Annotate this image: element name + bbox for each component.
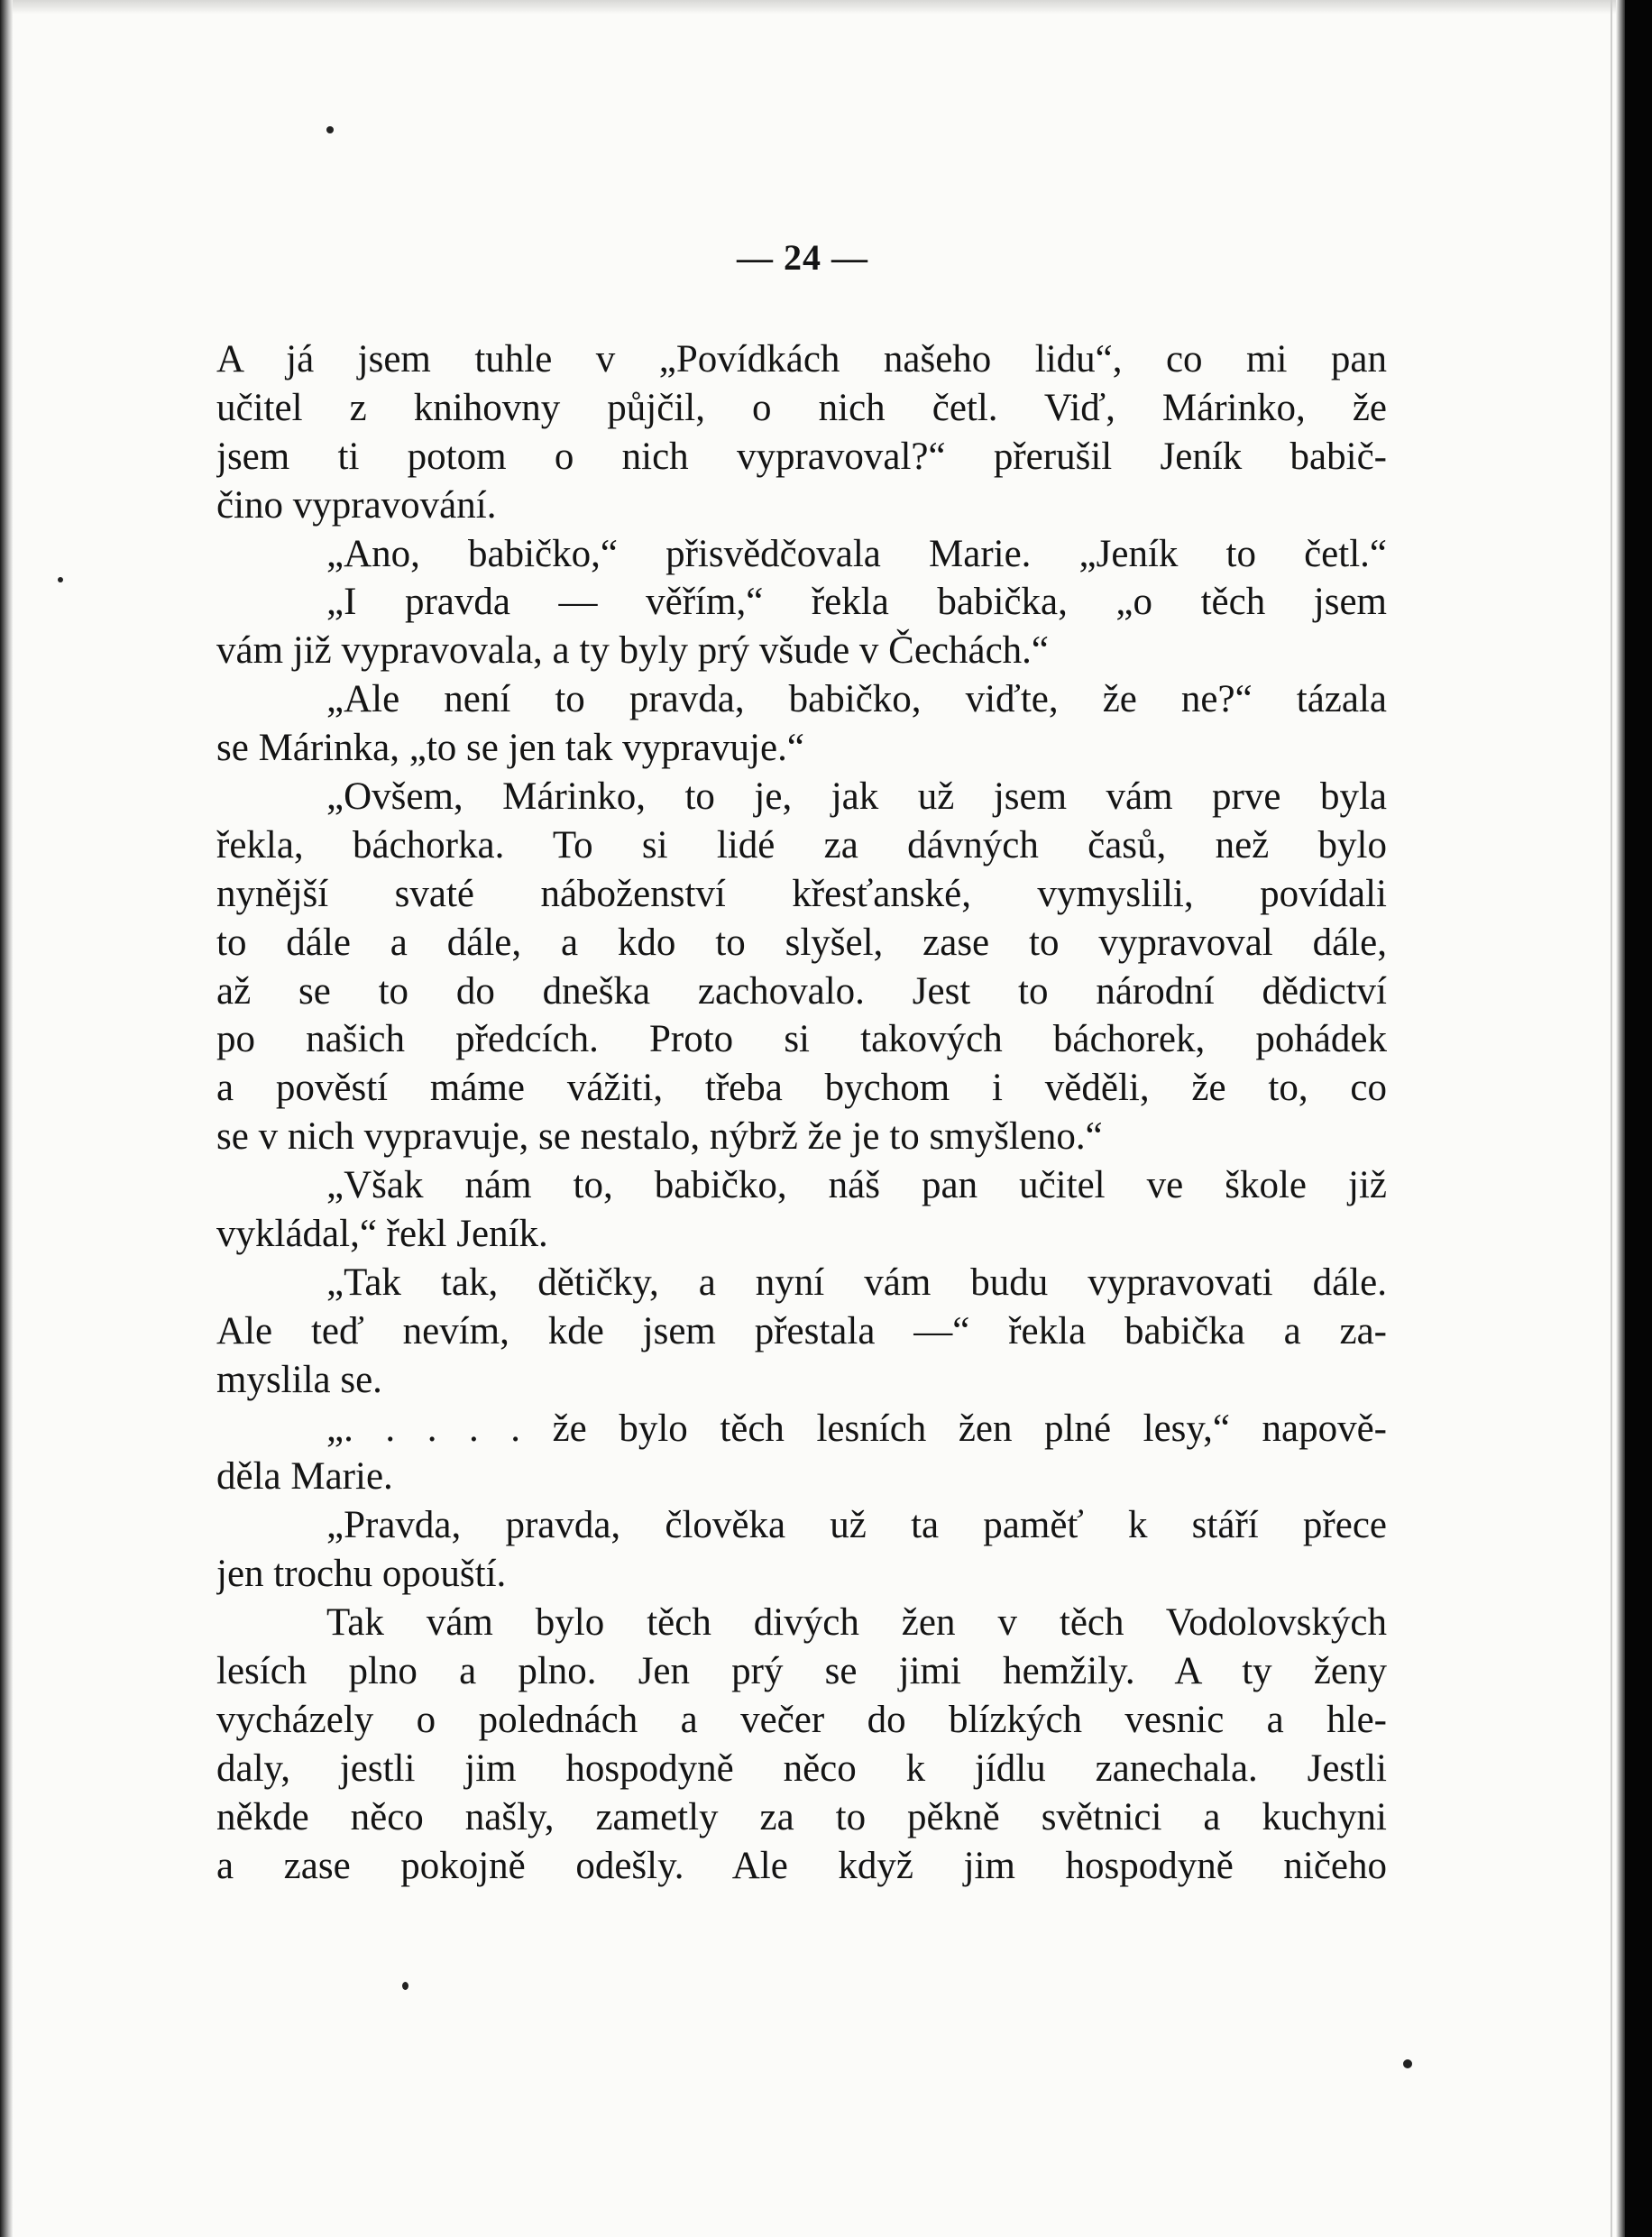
dust-speck: [402, 1982, 408, 1990]
text-line: vycházely o polednách a večer do blízkých vesnic a hle-: [216, 1698, 1387, 1741]
text-line: „. . . . . že bylo těch lesních žen plné lesy,“ napově-: [326, 1407, 1387, 1450]
text-line: „Ale není to pravda, babičko, viďte, že ne?“ tázala: [326, 678, 1387, 721]
text-line: „Ano, babičko,“ přisvědčovala Marie. „Jeník to četl.“: [326, 532, 1387, 575]
page-right-shadow: [1616, 0, 1625, 2237]
body-text: [216, 335, 1387, 1891]
page-left-edge: [0, 0, 13, 2237]
text-line: se v nich vypravuje, se nestalo, nýbrž že je to smyšleno.“: [216, 1115, 1103, 1159]
text-line: po našich předcích. Proto si takových báchorek, pohádek: [216, 1018, 1387, 1061]
text-line: „Tak tak, dětičky, a nyní vám budu vypravovati dále.: [326, 1261, 1387, 1304]
text-line: a zase pokojně odešly. Ale když jim hospodyně ničeho: [216, 1844, 1387, 1887]
page-top-shadow: [0, 0, 1652, 14]
text-line: a pověstí máme vážiti, třeba bychom i věděli, že to, co: [216, 1067, 1387, 1110]
text-line: jen trochu opouští.: [216, 1553, 507, 1596]
text-line: vám již vypravovala, a ty byly prý všude v Čechách.“: [216, 629, 1050, 673]
text-line: myslila se.: [216, 1358, 382, 1401]
page-number: — 24 —: [737, 237, 868, 278]
text-line: učitel z knihovny půjčil, o nich četl. Viď, Márinko, že: [216, 386, 1387, 429]
text-line: „Však nám to, babičko, náš pan učitel ve škole již: [326, 1164, 1387, 1207]
text-line: daly, jestli jim hospodyně něco k jídlu zanechala. Jestli: [216, 1747, 1387, 1790]
text-line: nynější svaté náboženství křesťanské, vymyslili, povídali: [216, 872, 1387, 915]
text-line: Ale teď nevím, kde jsem přestala —“ řekla babička a za-: [216, 1309, 1387, 1352]
text-line: až se to do dneška zachovalo. Jest to národní dědictví: [216, 969, 1387, 1013]
text-line: A já jsem tuhle v „Povídkách našeho lidu“, co mi pan: [216, 338, 1387, 380]
dust-speck: [1403, 2059, 1412, 2068]
text-line: vykládal,“ řekl Jeník.: [216, 1213, 548, 1256]
page-fold-line: [1611, 0, 1612, 2237]
text-line: jsem ti potom o nich vypravoval?“ přerušil Jeník babič-: [216, 435, 1387, 478]
text-line: děla Marie.: [216, 1455, 393, 1499]
text-line: „I pravda — věřím,“ řekla babička, „o těch jsem: [326, 581, 1387, 624]
text-line: „Ovšem, Márinko, to je, jak už jsem vám prve byla: [326, 775, 1387, 819]
text-line: lesích plno a plno. Jen prý se jimi hemžily. A ty ženy: [216, 1650, 1387, 1693]
text-line: to dále a dále, a kdo to slyšel, zase to vypravoval dále,: [216, 921, 1387, 964]
dust-speck: [326, 126, 334, 133]
dust-speck: [58, 577, 63, 582]
text-line: řekla, báchorka. To si lidé za dávných časů, než bylo: [216, 823, 1387, 866]
text-line: někde něco našly, zametly za to pěkně světnici a kuchyni: [216, 1795, 1387, 1838]
text-line: Tak vám bylo těch divých žen v těch Vodolovských: [326, 1601, 1387, 1645]
text-line: „Pravda, pravda, člověka už ta paměť k stáří přece: [326, 1504, 1387, 1547]
text-line: čino vypravování.: [216, 483, 497, 527]
page-right-edge: [1625, 0, 1652, 2237]
text-line: se Márinka, „to se jen tak vypravuje.“: [216, 727, 804, 770]
